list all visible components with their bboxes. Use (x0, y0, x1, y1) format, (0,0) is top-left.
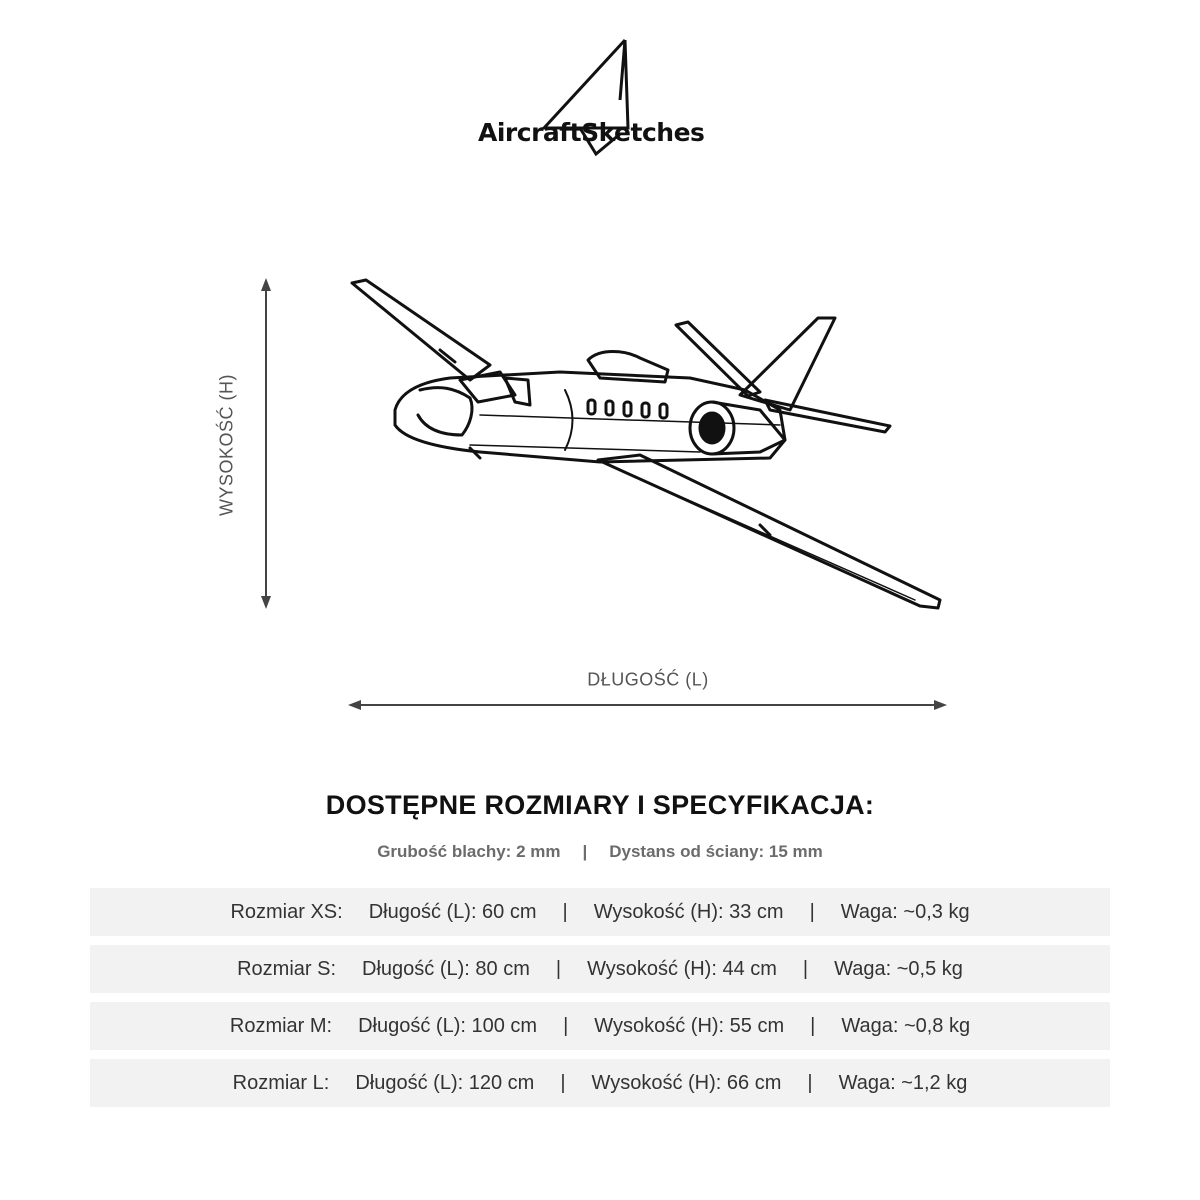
separator: | (555, 957, 562, 980)
near-wing (598, 455, 940, 608)
length-value: Długość (L): 120 cm (355, 1071, 535, 1094)
separator: | (582, 842, 588, 861)
length-value: Długość (L): 60 cm (368, 900, 537, 923)
separator: | (802, 957, 809, 980)
separator: | (562, 900, 568, 923)
height-value: Wysokość (H): 66 cm (591, 1071, 782, 1094)
size-table (90, 888, 1110, 1116)
height-value: Wysokość (H): 33 cm (593, 900, 784, 923)
cabin-window (642, 403, 649, 417)
size-label: Rozmiar L: (232, 1071, 330, 1094)
cabin-window (588, 400, 595, 414)
height-dimension-label: WYSOKOŚĆ (H) (216, 373, 237, 517)
length-dimension-label: DŁUGOŚĆ (L) (587, 669, 709, 690)
far-wing (352, 280, 490, 380)
height-value: Wysokość (H): 55 cm (594, 1014, 785, 1037)
length-value: Długość (L): 100 cm (358, 1014, 538, 1037)
length-value: Długość (L): 80 cm (362, 957, 530, 980)
weight-value: Waga: ~1,2 kg (838, 1071, 968, 1094)
nose-cone (418, 388, 472, 435)
cabin-window (660, 404, 667, 418)
weight-value: Waga: ~0,8 kg (841, 1014, 971, 1037)
separator: | (809, 900, 815, 923)
size-label: Rozmiar M: (229, 1014, 333, 1037)
sheet-thickness: Grubość blachy: 2 mm (377, 842, 561, 861)
size-row-xs (90, 888, 1110, 936)
logo-text: AircraftSketches (478, 118, 705, 147)
size-label: Rozmiar XS: (230, 900, 343, 923)
spec-heading: DOSTĘPNE ROZMIARY I SPECYFIKACJA: (325, 790, 875, 820)
separator: | (560, 1071, 566, 1094)
separator: | (563, 1014, 569, 1037)
wall-distance: Dystans od ściany: 15 mm (609, 842, 823, 861)
size-row-s (90, 945, 1110, 993)
separator: | (810, 1014, 816, 1037)
height-value: Wysokość (H): 44 cm (587, 957, 777, 980)
cabin-window (606, 401, 613, 415)
weight-value: Waga: ~0,5 kg (834, 957, 963, 980)
weight-value: Waga: ~0,3 kg (840, 900, 970, 923)
size-row-l (90, 1059, 1110, 1107)
cabin-window (624, 402, 631, 416)
spec-subheading (0, 842, 1200, 862)
size-label: Rozmiar S: (237, 957, 337, 980)
separator: | (807, 1071, 813, 1094)
size-row-m (90, 1002, 1110, 1050)
